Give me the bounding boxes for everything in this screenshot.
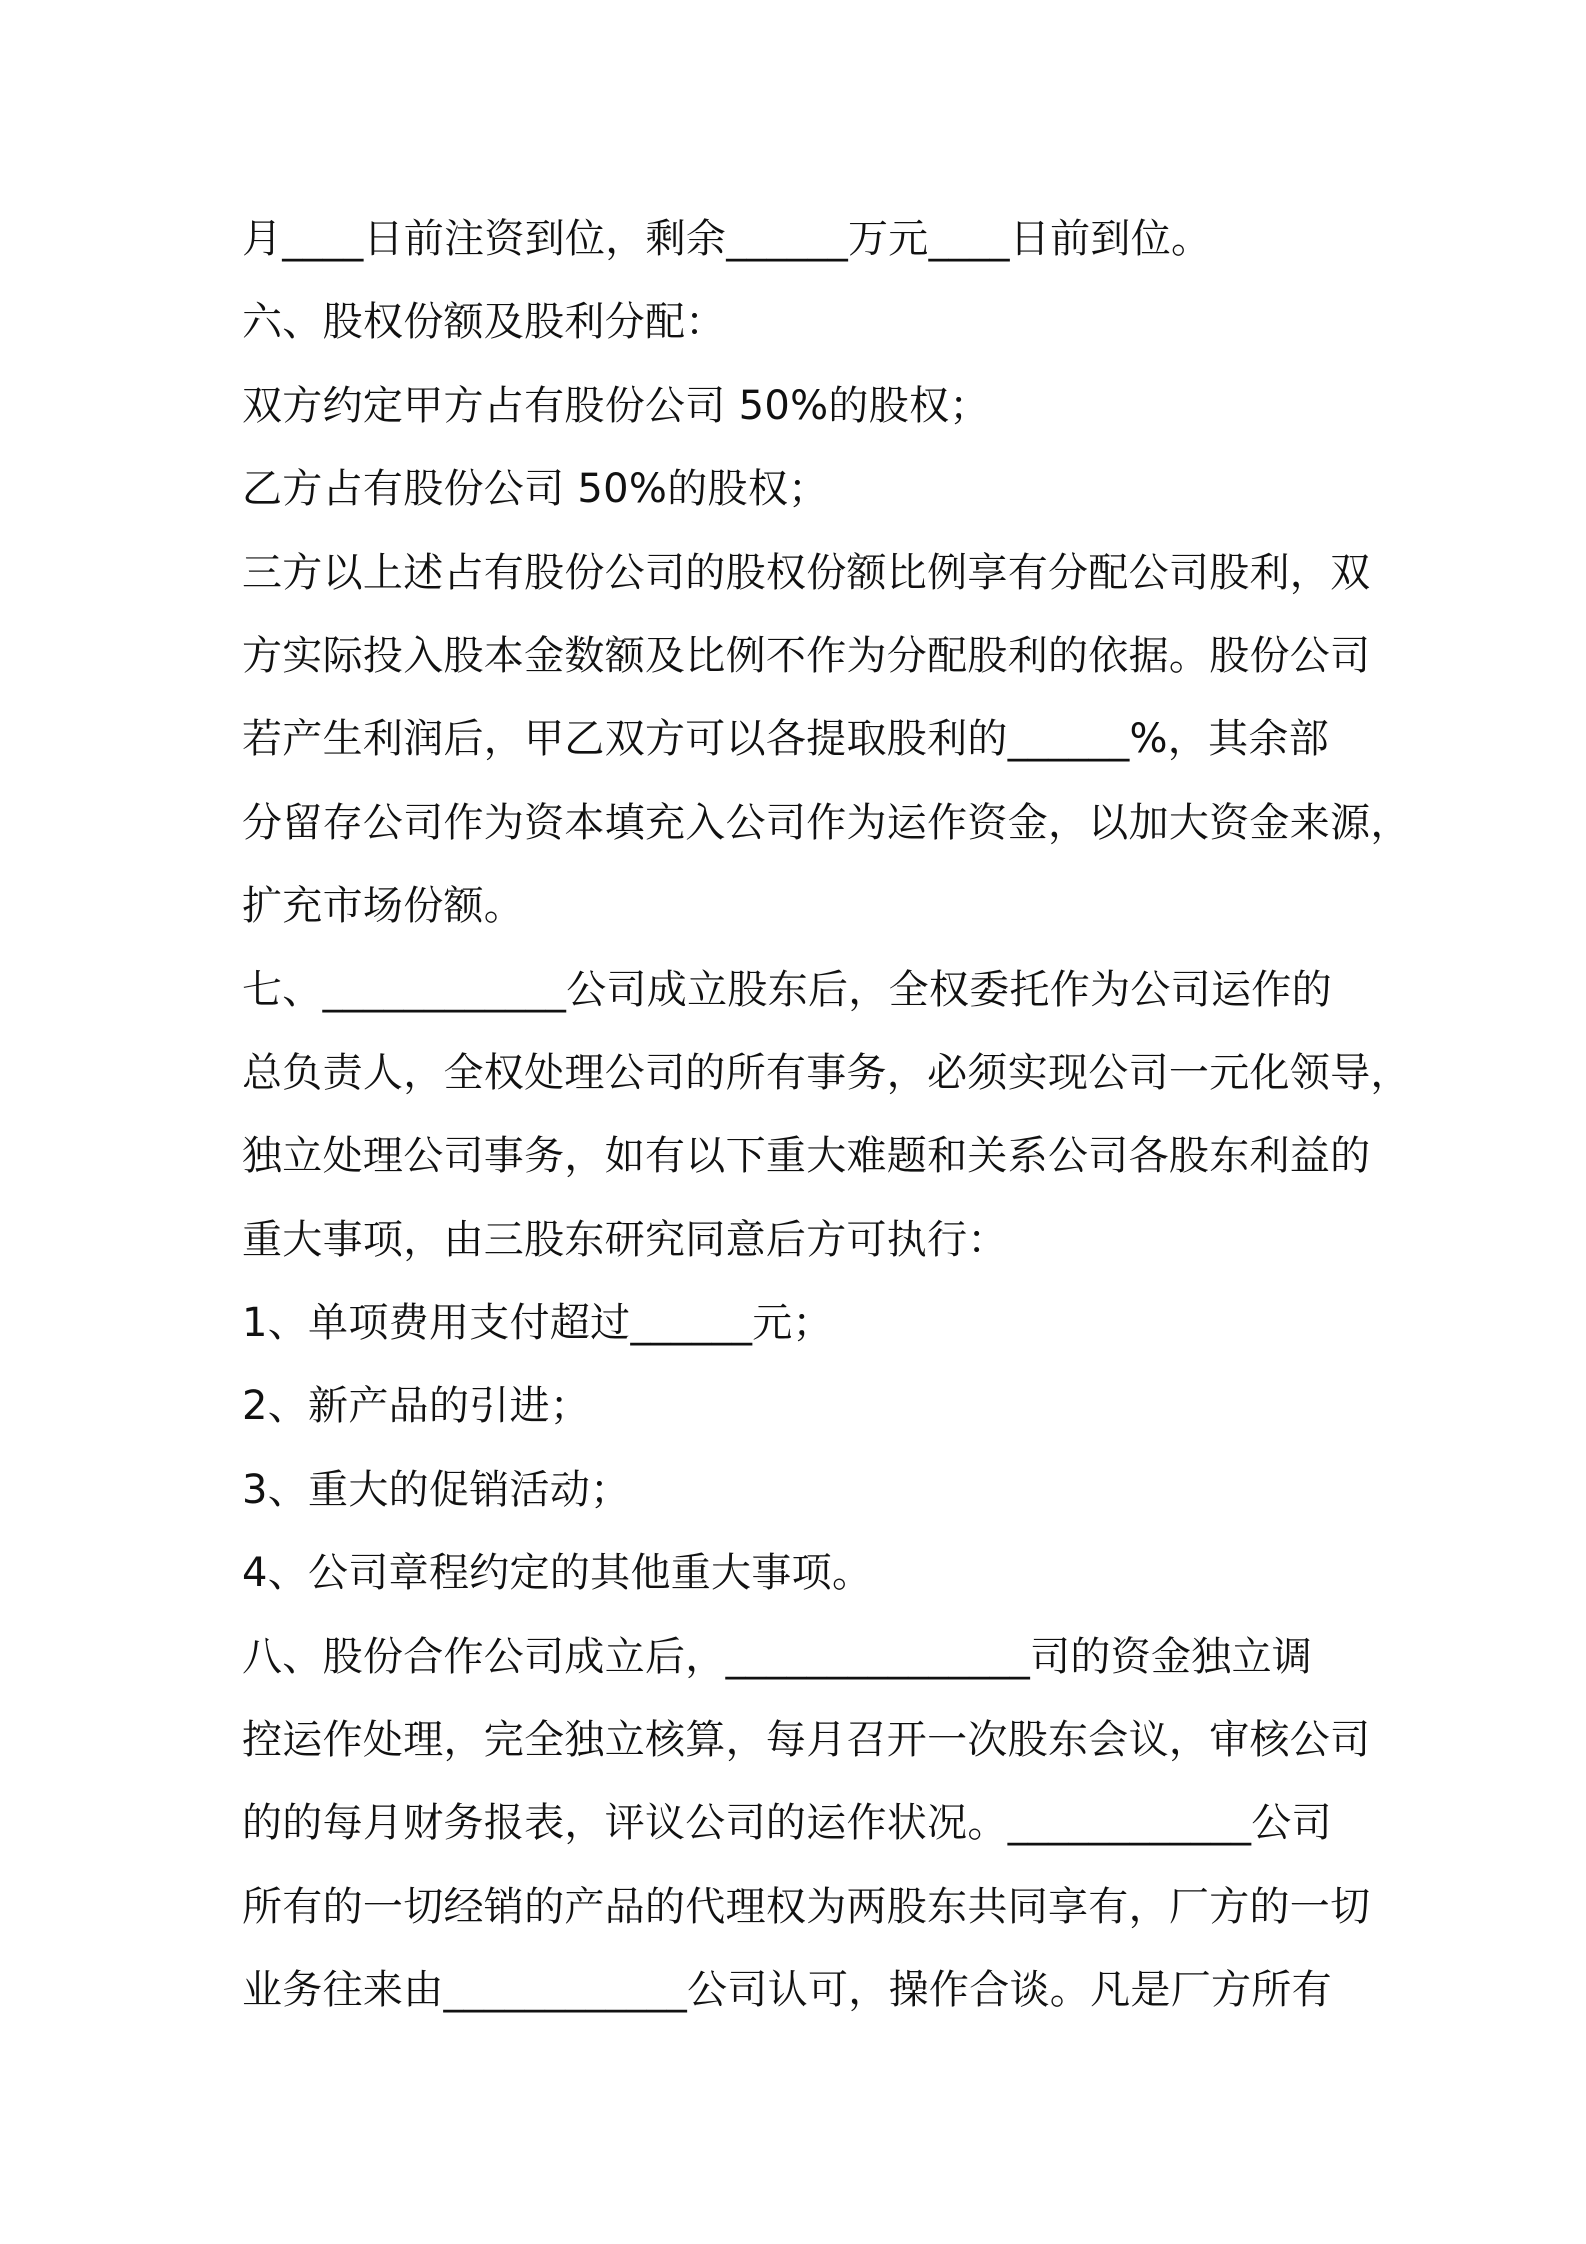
section-heading: 六、股权份额及股利分配： [242,299,726,346]
text-line: 所有的一切经销的产品的代理权为两股东共同享有，厂方的一切 [242,1883,1371,1930]
list-item: 3、重大的促销活动； [242,1466,631,1513]
text-line: 双方约定甲方占有股份公司 50%的股权； [242,382,990,429]
text-line: 月____日前注资到位，剩余______万元____日前到位。 [242,216,1212,262]
text-line: 重大事项，由三股东研究同意后方可执行： [242,1216,1008,1263]
text-line: 乙方占有股份公司 50%的股权； [242,466,829,513]
text-line: 业务往来由____________公司认可，操作合谈。凡是厂方所有 [242,1967,1332,2014]
text-line: 控运作处理，完全独立核算，每月召开一次股东会议，审核公司 [242,1717,1371,1764]
text-line: 若产生利润后，甲乙双方可以各提取股利的______%，其余部 [242,716,1330,763]
text-line: 分留存公司作为资本填充入公司作为运作资金，以加大资金来源， [242,799,1411,846]
text-line: 的的每月财务报表，评议公司的运作状况。____________公司 [242,1800,1332,1847]
text-line: 扩充市场份额。 [242,883,525,930]
list-item: 4、公司章程约定的其他重大事项。 [242,1550,873,1597]
text-line: 方实际投入股本金数额及比例不作为分配股利的依据。股份公司 [242,632,1371,679]
section-heading: 八、股份合作公司成立后，_______________司的资金独立调 [242,1633,1313,1680]
list-item: 1、单项费用支付超过______元； [242,1300,833,1347]
section-heading: 七、____________公司成立股东后，全权委托作为公司运作的 [242,966,1332,1013]
document-body [242,198,1411,2033]
list-item: 2、新产品的引进； [242,1383,591,1430]
text-line: 独立处理公司事务，如有以下重大难题和关系公司各股东利益的 [242,1133,1371,1180]
text-line: 总负责人，全权处理公司的所有事务，必须实现公司一元化领导， [242,1049,1411,1096]
text-line: 三方以上述占有股份公司的股权份额比例享有分配公司股利，双 [242,549,1371,596]
